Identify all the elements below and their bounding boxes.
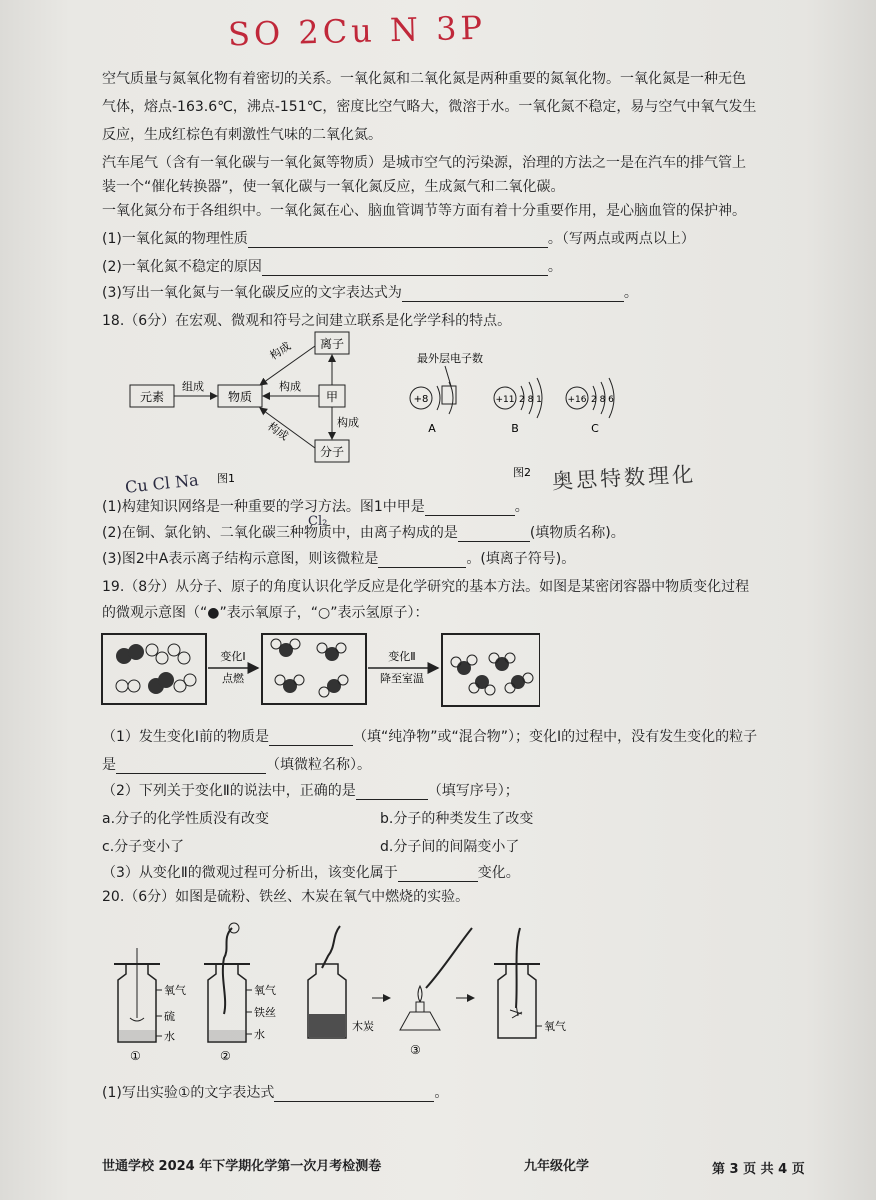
atom-a-charge: +8 (413, 394, 429, 405)
q18-item-1-text: (1)构建知识网络是一种重要的学习方法。图1中甲是 (102, 499, 425, 515)
label-exp-1: ① (130, 1049, 141, 1063)
q17-item-2-end: 。 (547, 259, 562, 275)
footer-school: 世通学校 2024 年下学期化学第一次月考检测卷 (102, 1159, 382, 1174)
q19-option-d: d.分子间的间隔变小了 (380, 839, 520, 855)
q19-item-1-text-c: 是 (102, 757, 116, 773)
q19-item-2-end: （填写序号）； (427, 783, 519, 799)
passage-line: 一氧化氮分布于各组织中。一氧化氮在心、脑血管调节等方面有着十分重要作用，是心脑血管的保护神。 (102, 203, 746, 219)
label-exp-3: ③ (410, 1043, 421, 1057)
label-construct-4: 构成 (337, 416, 359, 429)
q19-answer-blank-3[interactable] (356, 785, 428, 800)
q18-item-2-end: (填物质名称)。 (529, 525, 625, 541)
atom-b-charge: +11 (495, 395, 515, 405)
footer-page-number: 第 3 页 共 4 页 (712, 1162, 805, 1177)
q19-item-1-cont (102, 756, 371, 774)
passage-line: 装一个“催化转换器”，使一氧化碳与一氧化氮反应，生成氮气和二氧化碳。 (102, 179, 565, 195)
q19-option-a: a.分子的化学性质没有改变 (102, 811, 270, 827)
q19-item-3-end: 变化。 (477, 865, 520, 881)
label-molecule: 分子 (319, 445, 345, 459)
q18-answer-blank-1[interactable] (425, 501, 515, 516)
label-sulfur: 硫 (164, 1010, 175, 1023)
q17-answer-blank-1[interactable] (248, 233, 548, 248)
q19-title-line-1: 19.（8分）从分子、原子的角度认识化学反应是化学研究的基本方法。如图是某密闭容器中物质变化过程 (102, 579, 750, 595)
passage-line: 汽车尾气（含有一氧化碳与一氧化氮等物质）是城市空气的污染源，治理的方法之一是在汽车的排气管上 (102, 155, 746, 171)
q17-item-2-text: (2)一氧化氮不稳定的原因 (102, 259, 262, 275)
label-construct-1: 构成 (267, 339, 294, 363)
atom-c-shells: 2 8 6 (591, 395, 614, 405)
passage-line: 气体，熔点-163.6℃，沸点-151℃，密度比空气略大，微溶于水。一氧化氮不稳定，易与空气中氧气发生 (102, 99, 757, 115)
q19-option-b: b.分子的种类发生了改变 (380, 811, 534, 827)
label-oxygen-2: 氧气 (254, 984, 276, 997)
change-2-condition: 降至室温 (380, 672, 424, 685)
change-1-condition: 点燃 (222, 672, 244, 685)
q17-answer-blank-3[interactable] (402, 287, 624, 302)
q19-item-3-text: （3）从变化Ⅱ的微观过程可分析出，该变化属于 (102, 865, 398, 881)
q19-micro-diagram (100, 632, 540, 708)
q17-answer-blank-2[interactable] (262, 261, 548, 276)
q17-item-2 (102, 258, 562, 276)
handwritten-note-top: SO 2Cu N 3P (227, 8, 487, 54)
q19-item-1-text-b: （填“纯净物”或“混合物”）；变化Ⅰ的过程中，没有发生变化的粒子 (353, 729, 758, 745)
handwritten-note-q18-b: Cl₂ (308, 514, 328, 529)
q17-item-3-text: (3)写出一氧化氮与一氧化碳反应的文字表达式为 (102, 285, 402, 301)
q18-item-3 (102, 550, 575, 568)
label-construct-3: 构成 (265, 419, 291, 444)
q18-figures (125, 330, 645, 485)
q18-item-3-end: 。(填离子符号)。 (466, 551, 576, 567)
q19-item-1 (102, 728, 757, 746)
q20-title: 20.（6分）如图是硫粉、铁丝、木炭在氧气中燃烧的实验。 (102, 889, 470, 905)
passage-line: 反应，生成红棕色有刺激性气味的二氧化氮。 (102, 127, 382, 143)
label-oxygen-1: 氧气 (164, 984, 186, 997)
q18-item-1 (102, 498, 529, 516)
handwritten-note-q18: Cu Cl Na (124, 470, 200, 497)
q18-answer-blank-3[interactable] (378, 553, 466, 568)
atom-a-label: A (428, 422, 436, 435)
label-construct-2: 构成 (279, 380, 301, 393)
atom-b-shells: 2 8 1 (519, 395, 542, 405)
q19-answer-blank-1[interactable] (269, 731, 353, 746)
q20-experiments-diagram (100, 918, 600, 1066)
q19-item-2 (102, 782, 519, 800)
label-element: 元素 (139, 390, 165, 404)
q20-item-1 (102, 1084, 448, 1102)
box-after-change-1 (262, 634, 366, 704)
q20-item-1-text: (1)写出实验①的文字表达式 (102, 1085, 275, 1101)
fig2-label: 最外层电子数 (417, 352, 483, 365)
q19-item-3 (102, 864, 520, 882)
q19-option-c: c.分子变小了 (102, 839, 185, 855)
q19-answer-blank-2[interactable] (116, 759, 266, 774)
q18-item-3-text: (3)图2中A表示离子结构示意图，则该微粒是 (102, 551, 379, 567)
q17-item-1-text: (1)一氧化氮的物理性质 (102, 231, 248, 247)
q19-title-line-2: 的微观示意图（“●”表示氧原子，“○”表示氢原子）： (102, 605, 429, 621)
fig2-caption: 图2 (513, 466, 531, 479)
q20-item-1-end: 。 (434, 1085, 449, 1101)
q18-title: 18.（6分）在宏观、微观和符号之间建立联系是化学学科的特点。 (102, 313, 512, 329)
atom-c-label: C (591, 422, 599, 435)
label-charcoal: 木炭 (352, 1020, 374, 1033)
change-1-label: 变化Ⅰ (220, 650, 246, 663)
fig1-caption: 图1 (217, 472, 235, 485)
atom-b-label: B (511, 422, 519, 435)
label-water-1: 水 (164, 1030, 175, 1043)
q19-answer-blank-4[interactable] (398, 867, 478, 882)
footer-grade: 九年级化学 (524, 1159, 590, 1174)
watermark-text: 奥思特数理化 (551, 462, 697, 494)
change-2-label: 变化Ⅱ (388, 650, 416, 663)
q18-item-2-text: (2)在铜、氯化钠、二氧化碳三种物质中，由离子构成的是 (102, 525, 458, 541)
q19-item-1-text: （1）发生变化Ⅰ前的物质是 (102, 729, 270, 745)
label-compose: 组成 (182, 380, 204, 393)
q18-answer-blank-2[interactable] (458, 527, 530, 542)
q17-item-1 (102, 230, 695, 248)
label-iron: 铁丝 (254, 1006, 276, 1019)
q17-item-3-end: 。 (623, 285, 638, 301)
q17-item-3 (102, 284, 638, 302)
q19-item-1-text-d: （填微粒名称）。 (266, 757, 371, 773)
q20-answer-blank-1[interactable] (274, 1087, 434, 1102)
label-exp-2: ② (220, 1049, 231, 1063)
label-oxygen-3: 氧气 (544, 1020, 566, 1033)
q18-item-1-end: 。 (514, 499, 529, 515)
q19-item-2-text: （2）下列关于变化Ⅱ的说法中，正确的是 (102, 783, 356, 799)
q17-item-1-end: 。（写两点或两点以上） (547, 231, 695, 247)
atom-a-outer-box (442, 386, 456, 404)
atom-c-charge: +16 (567, 395, 587, 405)
passage-line: 空气质量与氮氧化物有着密切的关系。一氧化氮和二氧化氮是两种重要的氮氧化物。一氧化氮是一种无色 (102, 71, 746, 87)
label-ion: 离子 (319, 337, 345, 351)
q18-item-2 (102, 524, 625, 542)
label-water-2: 水 (254, 1028, 265, 1041)
label-jia: 甲 (325, 390, 339, 404)
label-substance: 物质 (227, 390, 253, 404)
fig2-pointer (445, 366, 451, 386)
